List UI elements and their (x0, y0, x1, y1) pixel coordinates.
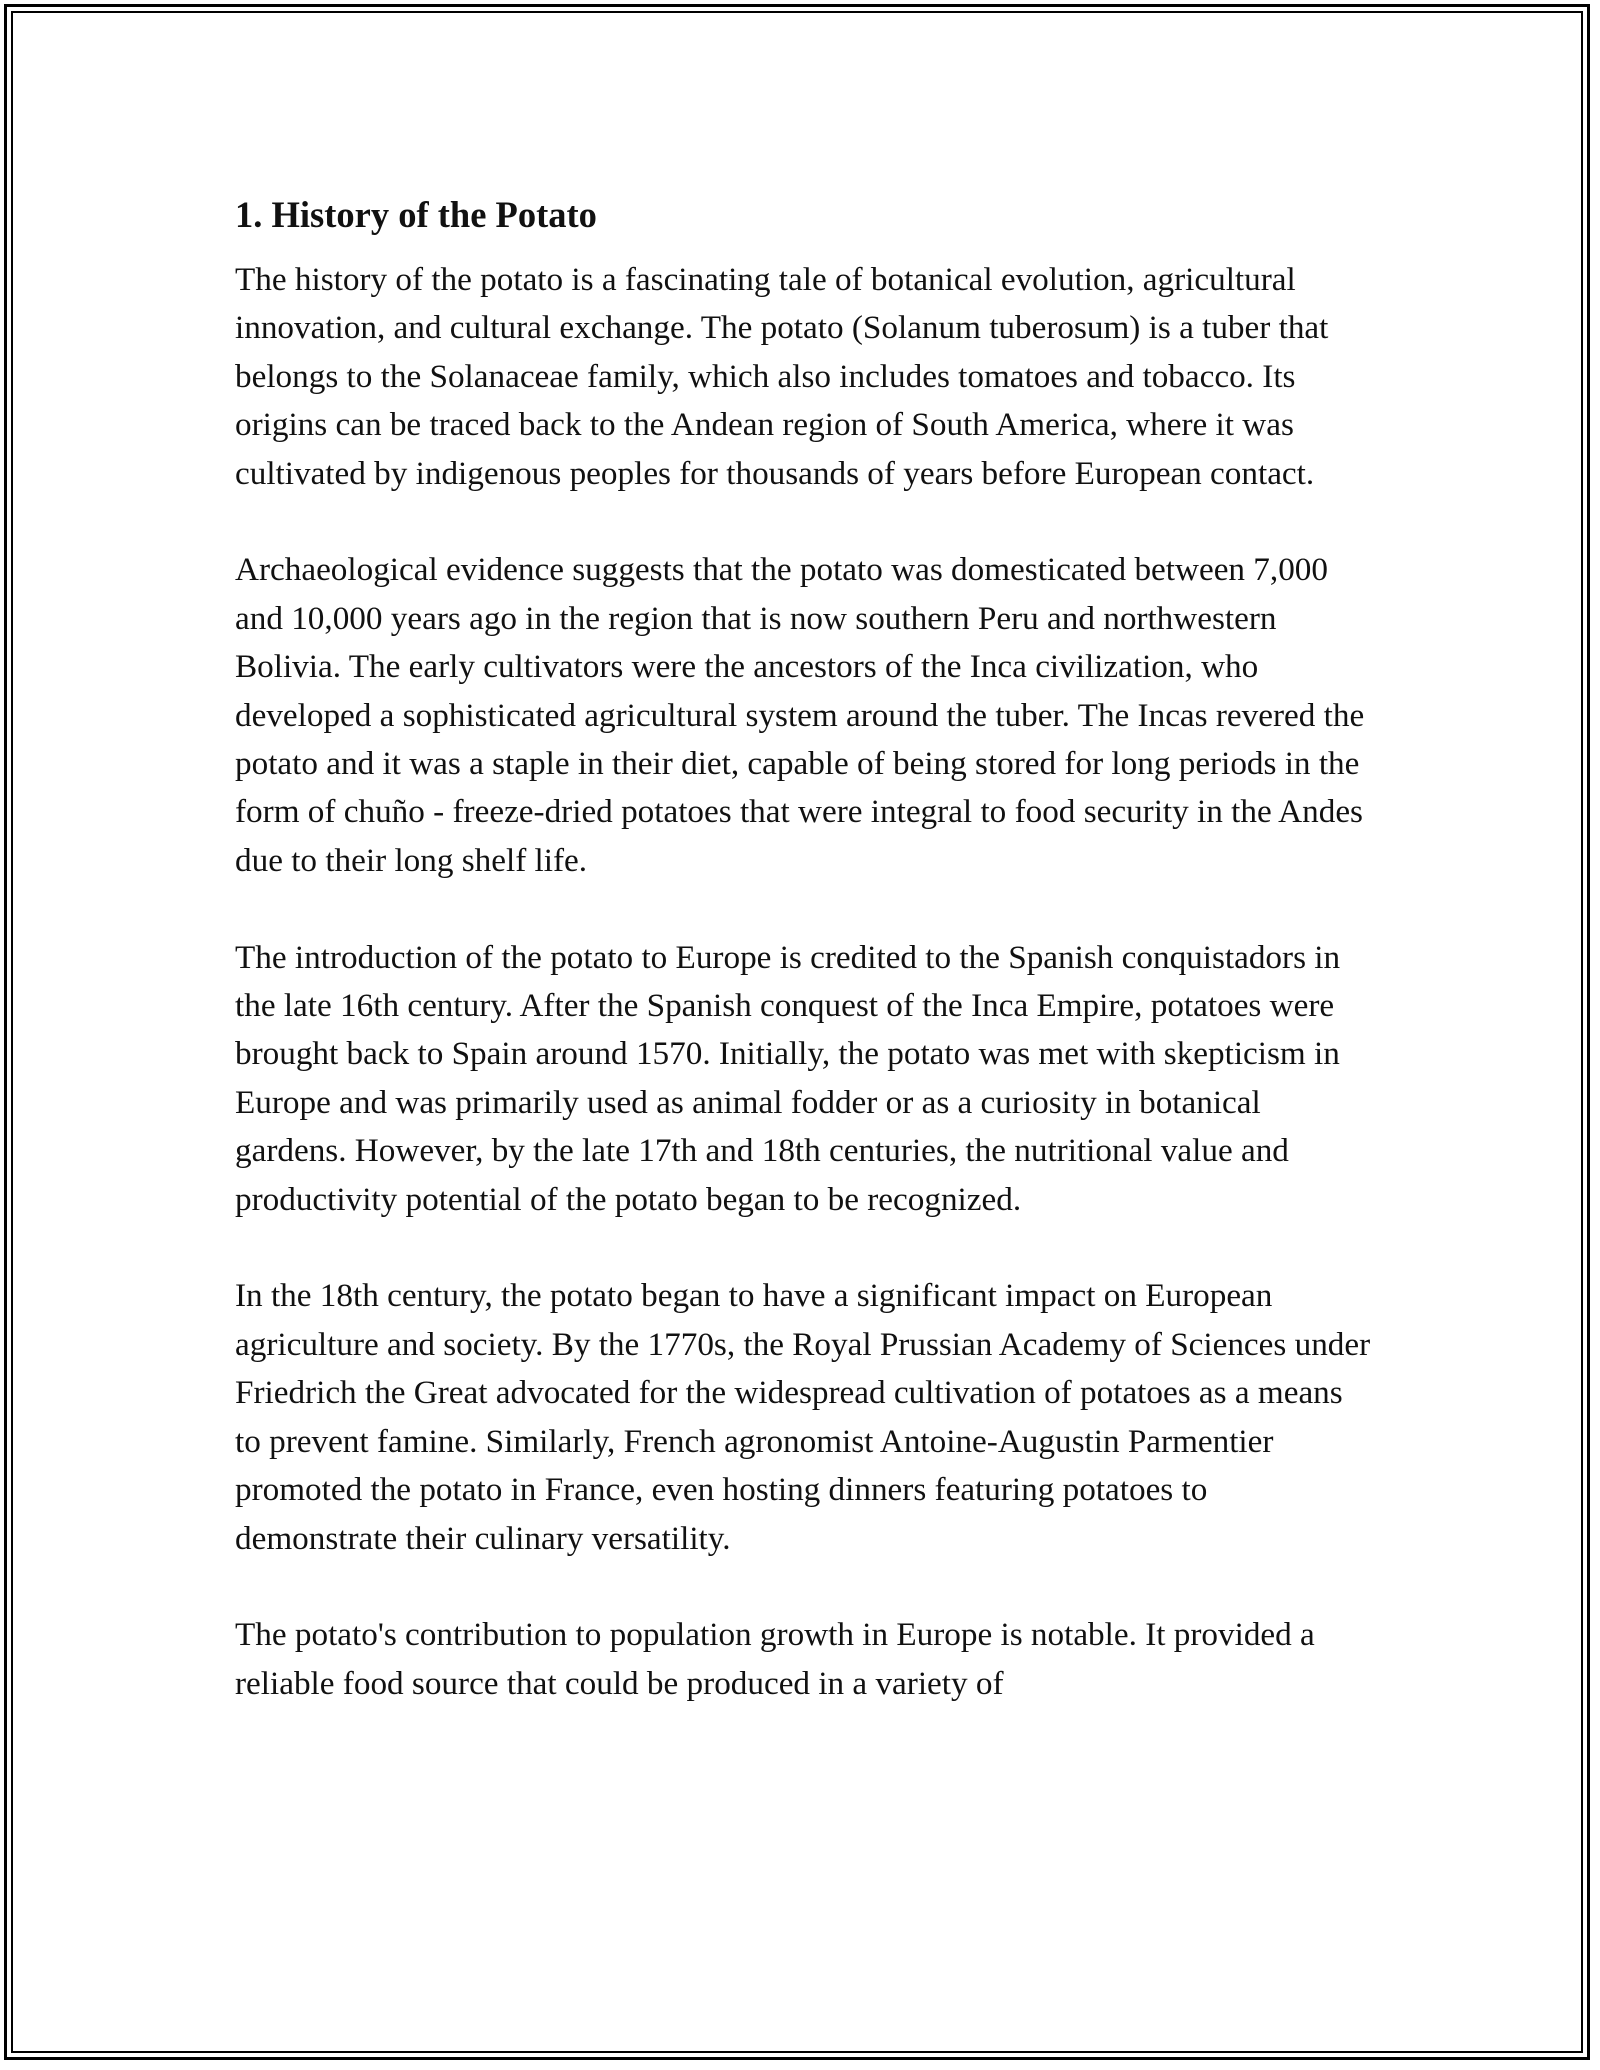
section-heading: 1. History of the Potato (235, 194, 597, 235)
paragraph-potato-origins: The history of the potato is a fascinating tale of botanical evolution, agricultural innovation, and cultural exchange. The potato (Solanum tuberosum) is a tuber that belongs to the Solanaceae family, which also includes tomatoes and tobacco. Its origins can be traced back to the Andean region of South America, where it was cultivated by indigenous peoples for thousands of years before European contact. (235, 261, 1329, 492)
paragraph-18th-century-impact: In the 18th century, the potato began to have a significant impact on European agriculture and society. By the 1770s, the Royal Prussian Academy of Sciences under Friedrich the Great advocated for the widespread cultivation of potatoes as a means to prevent famine. Similarly, French agronomist Antoine-Augustin Parmentier promoted the potato in France, even hosting dinners featuring potatoes to demonstrate their culinary versatility. (235, 1277, 1371, 1557)
paragraph-introduction-to-europe: The introduction of the potato to Europe is credited to the Spanish conquistadors in the late 16th century. After the Spanish conquest of the Inca Empire, potatoes were brought back to Spain around 1570. Initially, the potato was met with skepticism in Europe and was primarily used as animal fodder or as a curiosity in botanical gardens. However, by the late 17th and 18th centuries, the nutritional value and productivity potential of the potato began to be recognized. (235, 938, 1341, 1218)
paragraph-domestication: Archaeological evidence suggests that the potato was domesticated between 7,000 and 10,000 years ago in the region that is now southern Peru and northwestern Bolivia. The early cultivators were the ancestors of the Inca civilization, who developed a sophisticated agricultural system around the tuber. The Incas revered the potato and it was a staple in their diet, capable of being stored for long periods in the form of chuño - freeze-dried potatoes that were integral to food security in the Andes due to their long shelf life. (235, 551, 1365, 879)
paragraph-population-growth: The potato's contribution to population growth in Europe is notable. It provided a reliable food source that could be produced in a variety of (235, 1616, 1315, 1702)
document-body (235, 186, 1375, 1708)
